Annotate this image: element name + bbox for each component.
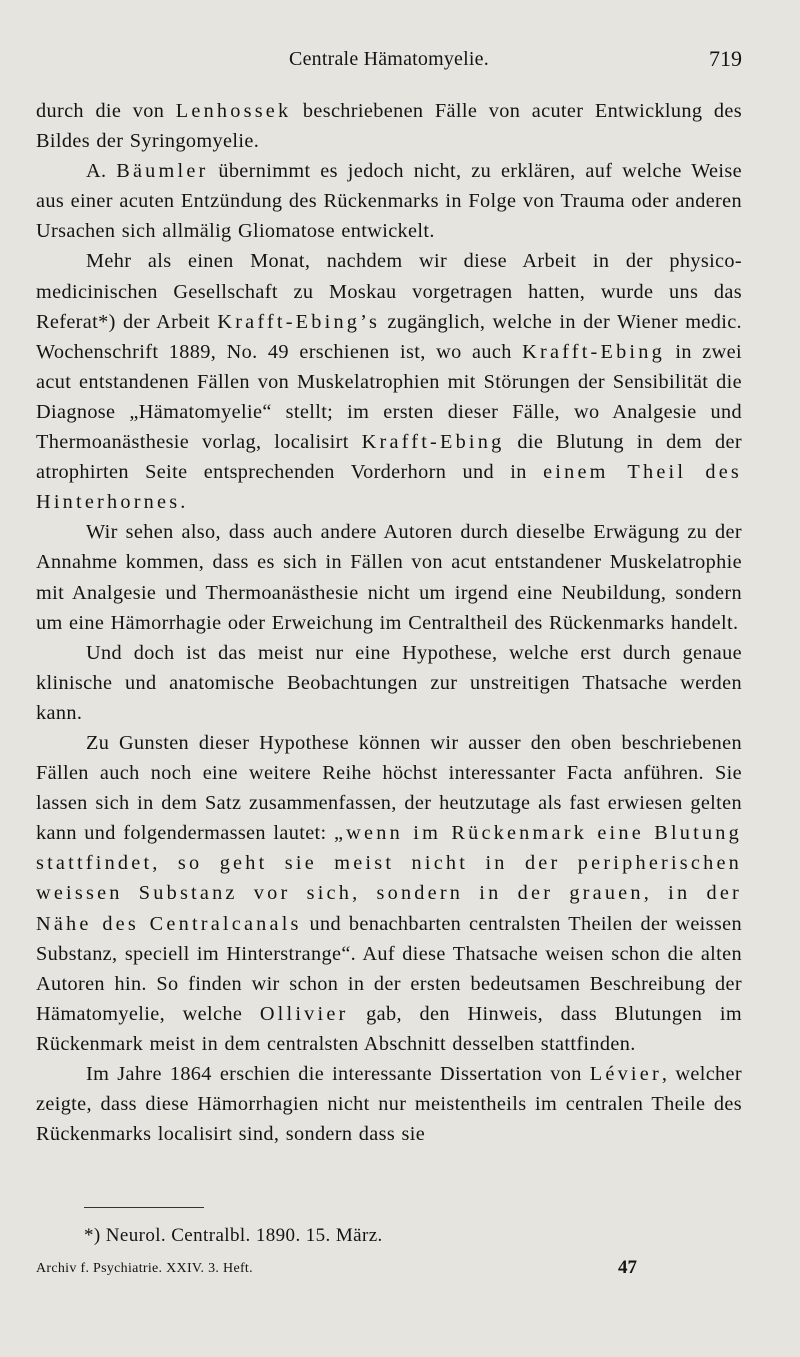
paragraph (36, 728, 742, 1059)
journal-reference: Archiv f. Psychiatrie. XXIV. 3. Heft. (36, 1261, 253, 1276)
spaced-emphasis: einem Theil des Hinterhornes. (36, 461, 742, 514)
text-run: Wir sehen also, dass auch andere Autoren durch dieselbe Erwägung zu der Annahme kommen, dass es sich in Fällen von acut entstandener Muskelatrophie mit Analgesie und Thermoanästhesie nicht um irgend eine Neubildung, sondern um eine Hämorrhagie oder Erweichung im Centraltheil des Rückenmarks handelt. (36, 521, 742, 634)
text-run: beschriebenen Fälle von acuter Entwicklung des Bildes der Syringomyelie. (36, 100, 742, 153)
spaced-emphasis: „wenn im Rückenmark eine Blutung stattfindet, so geht sie meist nicht in der peripherischen weissen Substanz vor sich, sondern in der grauen, in der Nähe des Centralcanals (36, 822, 742, 935)
footnote-rule (84, 1207, 204, 1208)
text-run: A. (86, 160, 117, 183)
paragraph (36, 638, 742, 728)
text-run: übernimmt es jedoch nicht, zu erklären, auf welche Weise aus einer acuten Entzündung des Rückenmarks in Folge von Trauma oder anderen Ursachen sich allmälig Gliomatose entwickelt. (36, 160, 742, 243)
text-run: durch die von (36, 100, 176, 122)
paragraph (36, 517, 742, 637)
spaced-emphasis: Lenhossek (175, 100, 292, 122)
footnote: *) Neurol. Centralbl. 1890. 15. März. (84, 1225, 383, 1246)
paragraph (36, 1059, 742, 1149)
spaced-emphasis: Krafft-Ebing (361, 431, 505, 454)
text-run: Mehr als einen Monat, nachdem wir diese Arbeit in der physico-medicinischen Gesellschaft zu Moskau vorgetragen hatten, wurde uns das Referat*) der Arbeit (36, 250, 742, 333)
paragraph (36, 96, 742, 156)
paragraph (36, 246, 742, 517)
text-run: gab, den Hinweis, dass Blutungen im Rückenmark meist in dem centralsten Abschnitt desselben stattfinden. (36, 1002, 742, 1055)
text-run: in zwei acut entstandenen Fällen von Muskelatrophien mit Störungen der Sensibilität die Diagnose „Hämatomyelie“ stellt; im ersten dieser Fälle, wo Analgesie und Thermoanästhesie vorlag, localisirt (36, 340, 742, 454)
spaced-emphasis: Ollivier (259, 1002, 349, 1025)
body-text (36, 96, 742, 1149)
text-run: die Blutung in dem der atrophirten Seite entsprechenden Vorderhorn und in (36, 431, 742, 484)
text-run: , welcher zeigte, dass diese Hämorrhagien nicht nur meistentheils im centralen Theile des Rückenmarks localisirt sind, sondern dass sie (36, 1063, 742, 1146)
running-title: Centrale Hämatomyelie. (289, 48, 489, 70)
page-footer (36, 1259, 742, 1283)
text-run: Im Jahre 1864 erschien die interessante Dissertation von (86, 1063, 590, 1085)
spaced-emphasis: Krafft-Ebing’s (217, 310, 381, 333)
text-run: und benachbarten centralsten Theilen der weissen Substanz, speciell im Hinterstrange“. Auf diese Thatsache weisen schon die alten Autoren hin. So finden wir schon in der ersten bedeutsamen Beschreibung der Hämatomyelie, welche (36, 912, 742, 1025)
spaced-emphasis: Krafft-Ebing (522, 340, 665, 363)
text-run: Zu Gunsten dieser Hypothese können wir ausser den oben beschriebenen Fällen auch noch eine weitere Reihe höchst interessanter Facta anführen. Sie lassen sich in dem Satz zusammenfassen, der heutzutage als fast erwiesen gelten kann und folgendermassen lautet: (36, 731, 742, 845)
text-run: zugänglich, welche in der Wiener medic. Wochenschrift 1889, No. 49 erschienen ist, wo auch (36, 310, 742, 363)
spaced-emphasis: Lévier (589, 1063, 662, 1085)
page-header (36, 48, 742, 78)
paragraph (36, 156, 742, 246)
text-run: Und doch ist das meist nur eine Hypothese, welche erst durch genaue klinische und anatomische Beobachtungen zur unstreitigen Thatsache werden kann. (36, 641, 742, 724)
sheet-signature: 47 (618, 1257, 637, 1278)
spaced-emphasis: Bäumler (116, 160, 209, 183)
page-number: 719 (709, 46, 742, 71)
